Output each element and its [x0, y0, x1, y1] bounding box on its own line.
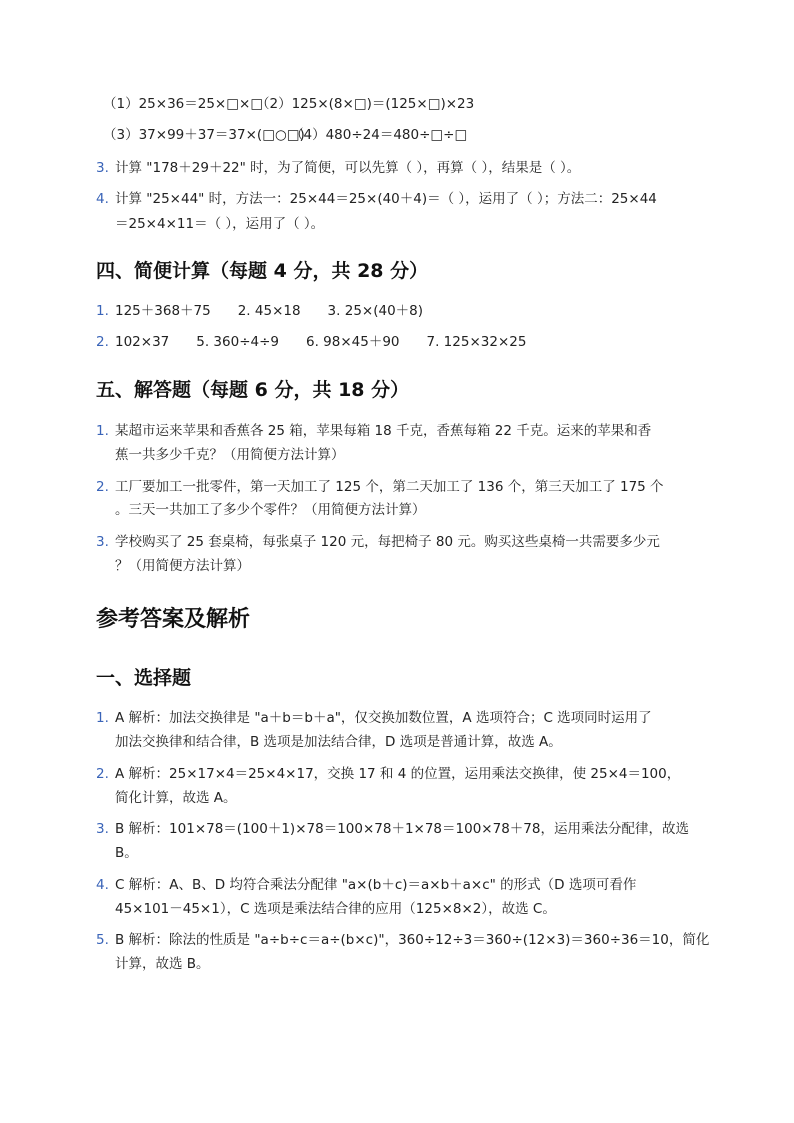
item-number: 2. [96, 766, 109, 782]
item-text: 计算 "178＋29＋22" 时，为了简便，可以先算（ ），再算（ ），结果是（ ）。 [115, 160, 581, 176]
answers-title: 参考答案及解析 [96, 607, 251, 632]
item-text: 计算，故选 B。 [115, 956, 210, 972]
item-text: 加法交换律和结合律，B 选项是加法结合律，D 选项是普通计算，故选 A。 [115, 734, 562, 750]
section-heading: 四、简便计算（每题 4 分，共 28 分） [96, 260, 429, 282]
item-text: C 解析：A、B、D 均符合乘法分配律 "a×(b＋c)＝a×b＋a×c" 的形式（D 选项可看作 [115, 877, 637, 893]
item-text: 学校购买了 25 套桌椅，每张桌子 120 元，每把椅子 80 元。购买这些桌椅一共需要多少元 [115, 534, 660, 550]
item-text: B。 [115, 845, 138, 861]
item-text: 蕉一共多少千克？（用简便方法计算） [115, 447, 345, 463]
item-number: 4. [96, 191, 109, 207]
subquestion-3: （3）37×99＋37＝37×(□○□) [103, 127, 305, 143]
item-number: 2. [96, 479, 109, 495]
subquestion-2: （2）125×(8×□)＝(125×□)×23 [256, 96, 475, 112]
item-text: 45×101－45×1），C 选项是乘法结合律的应用（125×8×2），故选 C。 [115, 901, 556, 917]
section-heading: 五、解答题（每题 6 分，共 18 分） [96, 379, 410, 401]
item-text: A 解析：加法交换律是 "a＋b＝b＋a"，仅交换加数位置，A 选项符合；C 选项同时运用了 [115, 710, 652, 726]
item-text: 125＋368＋75 2. 45×18 3. 25×(40＋8) [115, 303, 424, 319]
item-text: ？（用简便方法计算） [115, 558, 250, 574]
item-number: 4. [96, 877, 109, 893]
item-number: 3. [96, 821, 109, 837]
item-number: 3. [96, 160, 109, 176]
item-number: 2. [96, 334, 109, 350]
item-text: 102×37 5. 360÷4÷9 6. 98×45＋90 7. 125×32×25 [115, 334, 527, 350]
item-text: B 解析：除法的性质是 "a÷b÷c＝a÷(b×c)"，360÷12÷3＝360÷(12×3)＝360÷36＝10，简化 [115, 932, 710, 948]
item-text: 简化计算，故选 A。 [115, 790, 237, 806]
item-number: 1. [96, 710, 109, 726]
item-text: 某超市运来苹果和香蕉各 25 箱，苹果每箱 18 千克，香蕉每箱 22 千克。运来的苹果和香 [115, 423, 652, 439]
item-number: 1. [96, 423, 109, 439]
item-number: 1. [96, 303, 109, 319]
item-text: 。三天一共加工了多少个零件？（用简便方法计算） [115, 502, 426, 518]
item-text: B 解析：101×78＝(100＋1)×78＝100×78＋1×78＝100×78＋78，运用乘法分配律，故选 [115, 821, 689, 837]
subquestion-1: （1）25×36＝25×□×□ [103, 96, 264, 112]
subquestion-4: （4）480÷24＝480÷□÷□ [290, 127, 468, 143]
item-text: 计算 "25×44" 时，方法一：25×44＝25×(40＋4)＝（ ），运用了（ ）；方法二：25×44 [115, 191, 657, 207]
item-text: 工厂要加工一批零件，第一天加工了 125 个，第二天加工了 136 个，第三天加工了 175 个 [115, 479, 664, 495]
item-text: A 解析：25×17×4＝25×4×17，交换 17 和 4 的位置，运用乘法交换律，使 25×4＝100， [115, 766, 681, 782]
item-number: 5. [96, 932, 109, 948]
answers-section-heading: 一、选择题 [96, 667, 192, 689]
item-text: ＝25×4×11＝（ ），运用了（ ）。 [115, 216, 325, 232]
item-number: 3. [96, 534, 109, 550]
